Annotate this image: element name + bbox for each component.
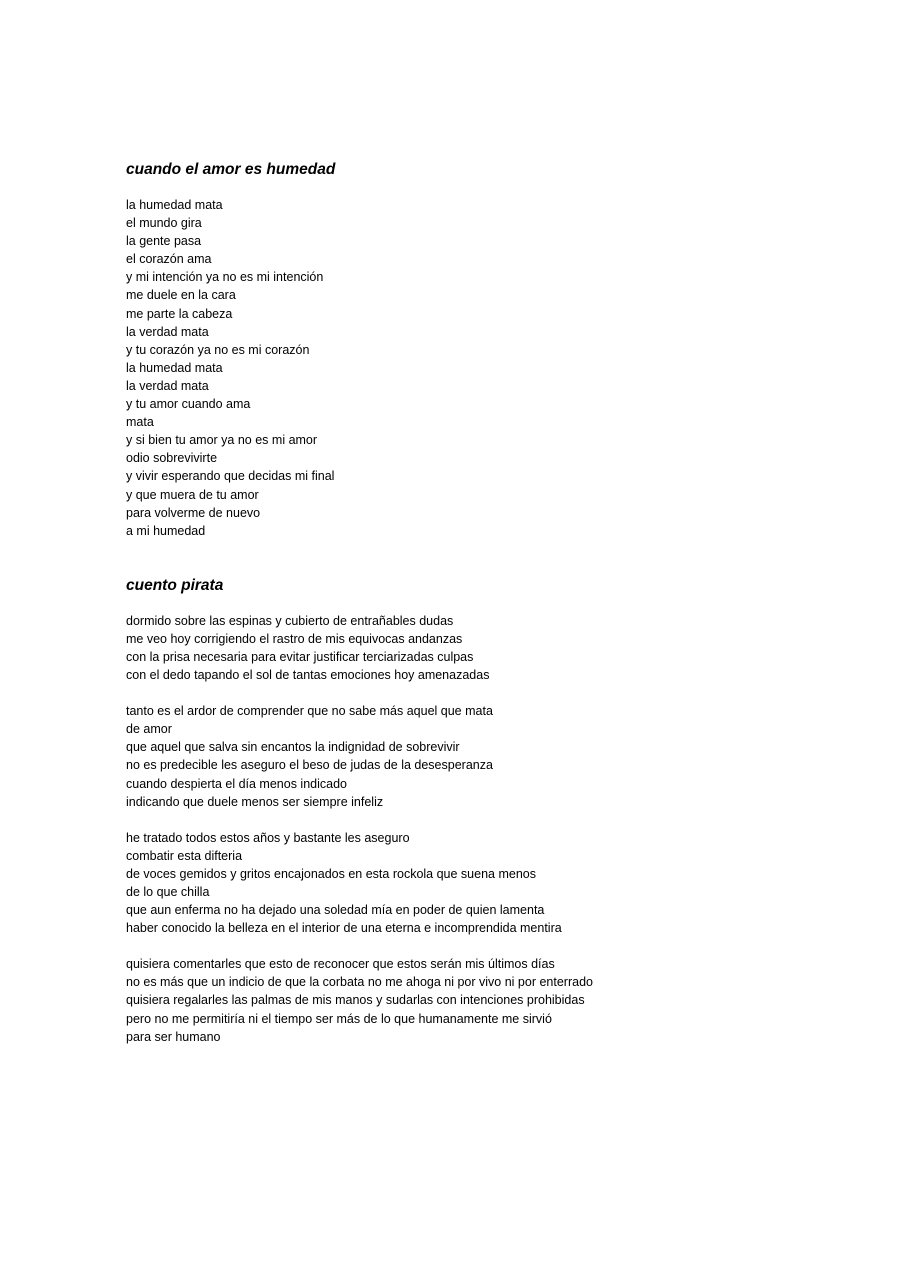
- poem-line: mata: [126, 415, 154, 430]
- poem-line: me duele en la cara: [126, 288, 236, 303]
- poem-line: haber conocido la belleza en el interior de una eterna e incomprendida mentira: [126, 921, 562, 936]
- poem-line: de lo que chilla: [126, 885, 210, 899]
- poem-line: me veo hoy corrigiendo el rastro de mis equivocas andanzas: [126, 631, 463, 646]
- poem-line: quisiera regalarles las palmas de mis manos y sudarlas con intenciones prohibidas: [126, 993, 585, 1008]
- poem-cuento-pirata: [126, 574, 826, 1046]
- stanza: [126, 612, 826, 684]
- document-page: [126, 158, 826, 1046]
- poem-line: que aun enferma no ha dejado una soledad mía en poder de quien lamenta: [126, 903, 545, 918]
- poem-line: me parte la cabeza: [126, 306, 233, 321]
- poem-line: y tu amor cuando ama: [126, 397, 251, 412]
- poem-line: quisiera comentarles que esto de reconocer que estos serán mis últimos días: [126, 957, 555, 972]
- poem-cuando-el-amor-es-humedad: [126, 158, 826, 540]
- poem-line: y tu corazón ya no es mi corazón: [126, 342, 310, 357]
- stanza: [126, 829, 826, 938]
- poem-line: cuando despierta el día menos indicado: [126, 776, 347, 791]
- poem-line: el corazón ama: [126, 252, 212, 267]
- poem-line: tanto es el ardor de comprender que no sabe más aquel que mata: [126, 704, 493, 719]
- poem-line: dormido sobre las espinas y cubierto de entrañables dudas: [126, 613, 454, 628]
- poem-line: para ser humano: [126, 1029, 221, 1044]
- stanza: [126, 702, 826, 811]
- poem-line: a mi humedad: [126, 523, 206, 538]
- poem-line: de amor: [126, 722, 172, 737]
- poem-line: el mundo gira: [126, 216, 202, 231]
- poem-line: odio sobrevivirte: [126, 451, 218, 466]
- poem-line: la humedad mata: [126, 360, 223, 375]
- poem-line: la verdad mata: [126, 324, 209, 339]
- poem-line: indicando que duele menos ser siempre infeliz: [126, 794, 384, 809]
- stanza: [126, 196, 826, 540]
- poem-line: de voces gemidos y gritos encajonados en esta rockola que suena menos: [126, 866, 536, 881]
- poem-line: la humedad mata: [126, 198, 223, 212]
- poem-line: he tratado todos estos años y bastante les aseguro: [126, 830, 410, 845]
- poem-line: para volverme de nuevo: [126, 505, 261, 520]
- poem-line: y mi intención ya no es mi intención: [126, 270, 324, 285]
- poem-line: que aquel que salva sin encantos la indignidad de sobrevivir: [126, 740, 460, 755]
- poem-line: y vivir esperando que decidas mi final: [126, 469, 335, 484]
- poem-line: pero no me permitiría ni el tiempo ser más de lo que humanamente me sirvió: [126, 1011, 552, 1026]
- poem-title: cuento pirata: [126, 576, 224, 594]
- poem-line: con el dedo tapando el sol de tantas emociones hoy amenazadas: [126, 668, 490, 683]
- poem-line: no es más que un indicio de que la corbata no me ahoga ni por vivo ni por enterrado: [126, 975, 593, 990]
- poem-line: y que muera de tu amor: [126, 487, 259, 502]
- poem-line: la gente pasa: [126, 234, 202, 249]
- poem-line: la verdad mata: [126, 378, 209, 393]
- poem-line: y si bien tu amor ya no es mi amor: [126, 433, 318, 448]
- poem-line: con la prisa necesaria para evitar justificar terciarizadas culpas: [126, 649, 474, 664]
- poem-title: cuando el amor es humedad: [126, 161, 336, 178]
- stanza: [126, 955, 826, 1045]
- poem-line: combatir esta difteria: [126, 848, 243, 863]
- poem-line: no es predecible les aseguro el beso de judas de la desesperanza: [126, 758, 493, 773]
